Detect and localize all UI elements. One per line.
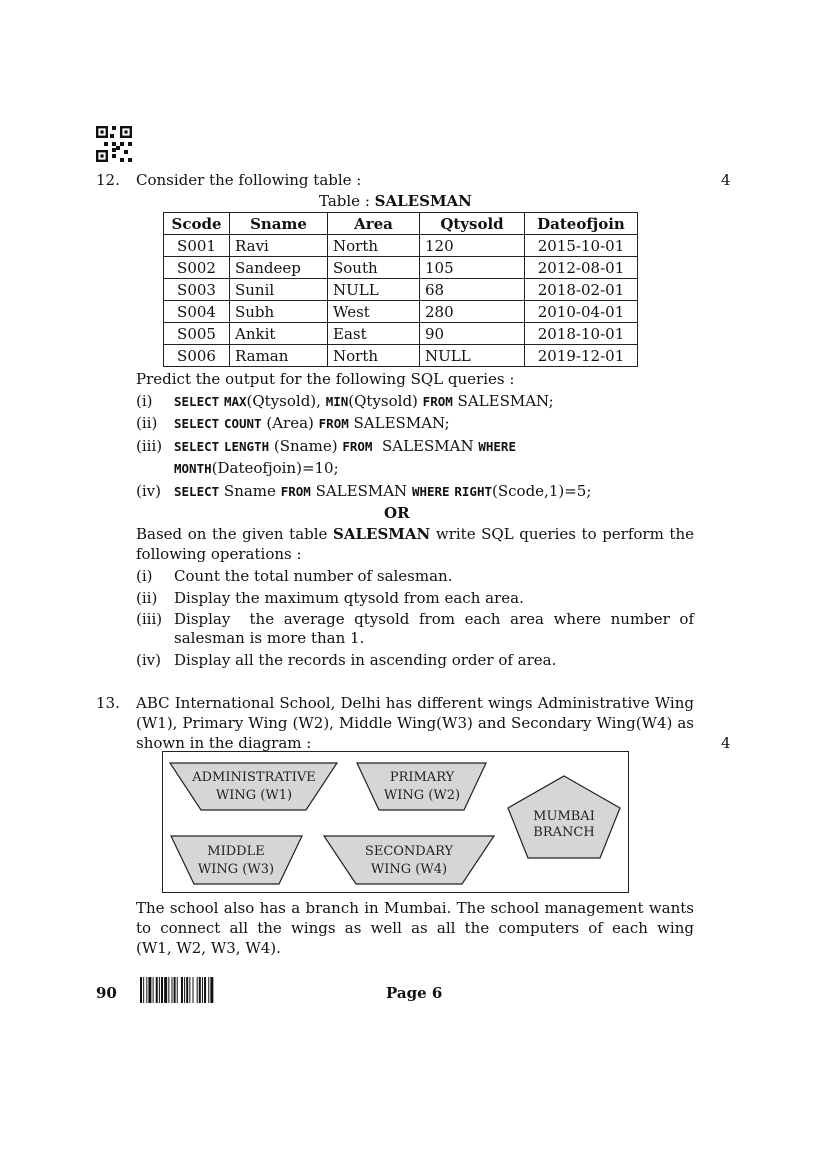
- question-intro: Consider the following table :: [136, 171, 362, 189]
- question-number: 12.: [96, 171, 120, 189]
- paper-code: 90: [96, 984, 117, 1002]
- based-text-line: Based on the given table SALESMAN write SQL queries to perform the: [136, 525, 694, 543]
- table-row: [164, 235, 638, 257]
- column-header: Dateofjoin: [525, 213, 638, 235]
- q13-after-line: to connect all the wings as well as all the computers of each wing: [136, 919, 694, 937]
- table-cell: NULL: [328, 279, 420, 301]
- table-cell: 280: [420, 301, 525, 323]
- table-cell: S004: [164, 301, 230, 323]
- table-cell: East: [328, 323, 420, 345]
- q13-text-line: ABC International School, Delhi has different wings Administrative Wing: [136, 694, 694, 712]
- middle-wing-label: WING (W3): [197, 862, 275, 877]
- query-label: (iii): [136, 437, 163, 455]
- table-cell: S003: [164, 279, 230, 301]
- table-caption: Table : SALESMAN: [319, 192, 472, 210]
- admin-wing-label: WING (W1): [215, 788, 293, 803]
- query-iii: SELECT LENGTH (Sname) FROM SALESMAN WHERE: [174, 437, 516, 455]
- page-number: Page 6: [386, 984, 443, 1002]
- table-cell: Sandeep: [230, 257, 328, 279]
- query-label: (ii): [136, 414, 158, 432]
- salesman-table: [163, 212, 638, 367]
- op-text: salesman is more than 1.: [174, 629, 365, 647]
- primary-wing-label: WING (W2): [383, 788, 461, 803]
- query-label: (iv): [136, 482, 161, 500]
- table-row: [164, 257, 638, 279]
- table-cell: 90: [420, 323, 525, 345]
- q13-after-line: (W1, W2, W3, W4).: [136, 939, 281, 957]
- table-cell: North: [328, 345, 420, 367]
- secondary-wing-label: WING (W4): [370, 862, 448, 877]
- table-row: [164, 301, 638, 323]
- admin-wing-label: ADMINISTRATIVE: [192, 770, 316, 785]
- table-cell: North: [328, 235, 420, 257]
- query-iv: SELECT Sname FROM SALESMAN WHERE RIGHT(Scode,1)=5;: [174, 482, 592, 500]
- secondary-wing-label: SECONDARY: [364, 844, 454, 859]
- query-ii: SELECT COUNT (Area) FROM SALESMAN;: [174, 414, 450, 432]
- query-label: (i): [136, 392, 153, 410]
- barcode-icon: [140, 977, 265, 1003]
- op-label: (iv): [136, 651, 161, 669]
- table-cell: S001: [164, 235, 230, 257]
- table-cell: S002: [164, 257, 230, 279]
- op-text: Display the maximum qtysold from each area.: [174, 589, 524, 607]
- query-i: SELECT MAX(Qtysold), MIN(Qtysold) FROM SALESMAN;: [174, 392, 554, 410]
- question-marks: 4: [721, 734, 731, 752]
- q13-after-line: The school also has a branch in Mumbai. The school management wants: [136, 899, 694, 917]
- column-header: Area: [328, 213, 420, 235]
- q13-text-line: (W1), Primary Wing (W2), Middle Wing(W3) and Secondary Wing(W4) as: [136, 714, 694, 732]
- predict-text: Predict the output for the following SQL queries :: [136, 370, 515, 388]
- table-cell: S005: [164, 323, 230, 345]
- column-header: Scode: [164, 213, 230, 235]
- op-text: Count the total number of salesman.: [174, 567, 453, 585]
- op-label: (i): [136, 567, 153, 585]
- table-cell: Sunil: [230, 279, 328, 301]
- table-cell: West: [328, 301, 420, 323]
- question-marks: 4: [721, 171, 731, 189]
- table-cell: Ravi: [230, 235, 328, 257]
- qr-code-icon: [96, 126, 132, 162]
- table-cell: 2018-02-01: [525, 279, 638, 301]
- table-cell: S006: [164, 345, 230, 367]
- table-cell: 2019-12-01: [525, 345, 638, 367]
- table-cell: Raman: [230, 345, 328, 367]
- op-text: Display the average qtysold from each area where number of: [174, 610, 694, 628]
- table-row: [164, 323, 638, 345]
- q13-text-line: shown in the diagram :: [136, 734, 312, 752]
- table-cell: Ankit: [230, 323, 328, 345]
- school-wings-diagram: [162, 751, 629, 893]
- table-cell: 2018-10-01: [525, 323, 638, 345]
- table-row: [164, 279, 638, 301]
- table-row: [164, 345, 638, 367]
- or-separator: OR: [384, 504, 410, 522]
- question-number: 13.: [96, 694, 120, 712]
- table-cell: Subh: [230, 301, 328, 323]
- table-cell: 68: [420, 279, 525, 301]
- table-cell: 105: [420, 257, 525, 279]
- table-cell: South: [328, 257, 420, 279]
- primary-wing-label: PRIMARY: [389, 770, 455, 785]
- table-cell: NULL: [420, 345, 525, 367]
- table-cell: 120: [420, 235, 525, 257]
- query-iii-cont: MONTH(Dateofjoin)=10;: [174, 459, 339, 477]
- table-cell: 2010-04-01: [525, 301, 638, 323]
- table-cell: 2015-10-01: [525, 235, 638, 257]
- op-label: (iii): [136, 610, 163, 628]
- column-header: Qtysold: [420, 213, 525, 235]
- mumbai-branch-label: BRANCH: [533, 825, 595, 840]
- middle-wing-label: MIDDLE: [207, 844, 265, 859]
- op-text: Display all the records in ascending order of area.: [174, 651, 557, 669]
- column-header: Sname: [230, 213, 328, 235]
- based-text-line: following operations :: [136, 545, 302, 563]
- table-cell: 2012-08-01: [525, 257, 638, 279]
- op-label: (ii): [136, 589, 158, 607]
- mumbai-branch-label: MUMBAI: [533, 809, 595, 824]
